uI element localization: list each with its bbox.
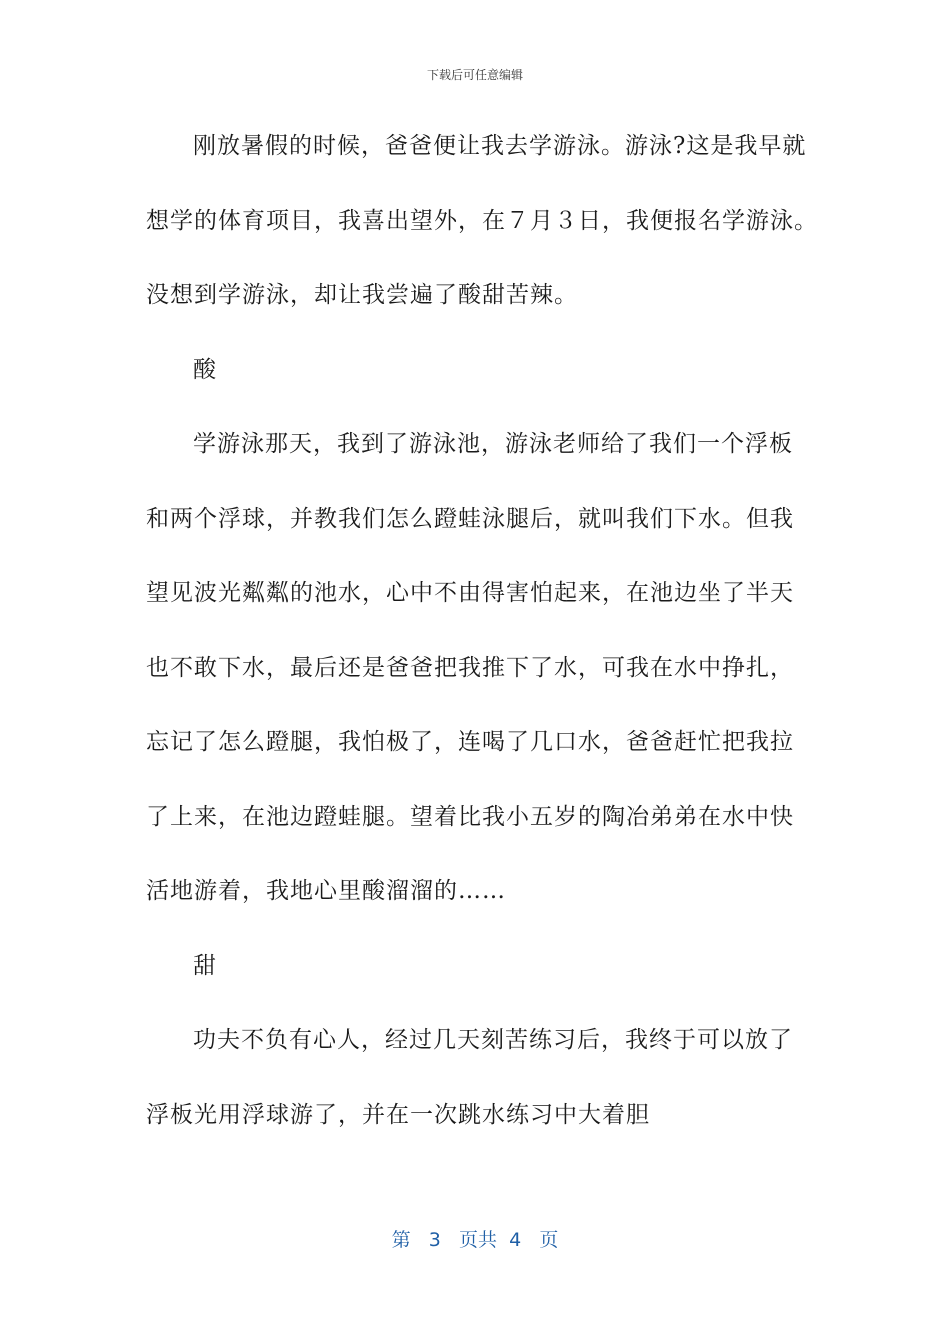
- page-label-mid: 页共: [459, 1229, 498, 1251]
- page-label-prefix: 第: [391, 1229, 411, 1251]
- paragraph-line: 也不敢下水，最后还是爸爸把我推下了水，可我在水中挣扎，: [146, 654, 794, 681]
- paragraph-line: 想学的体育项目，我喜出望外，在７月３日，我便报名学游泳。: [146, 207, 818, 234]
- paragraph-line: 学游泳那天，我到了游泳池，游泳老师给了我们一个浮板: [193, 431, 793, 457]
- paragraph-line: 功夫不负有心人，经过几天刻苦练习后，我终于可以放了: [193, 1027, 793, 1053]
- section-heading-sour: 酸: [193, 356, 217, 383]
- page-label-suffix: 页: [539, 1229, 559, 1251]
- paragraph-line: 浮板光用浮球游了，并在一次跳水练习中大着胆: [146, 1101, 650, 1128]
- section-heading-sweet: 甜: [193, 952, 217, 979]
- paragraph-line: 刚放暑假的时候，爸爸便让我去学游泳。游泳?这是我早就: [193, 133, 807, 159]
- paragraph-line: 忘记了怎么蹬腿，我怕极了，连喝了几口水，爸爸赶忙把我拉: [146, 729, 794, 755]
- page-number-footer: [0, 1225, 950, 1252]
- paragraph-line: 活地游着，我地心里酸溜溜的……: [146, 878, 506, 904]
- header-note: 下载后可任意编辑: [426, 68, 523, 82]
- body-text: [146, 123, 818, 1166]
- total-pages-number: 4: [509, 1229, 522, 1251]
- paragraph-line: 了上来，在池边蹬蛙腿。望着比我小五岁的陶冶弟弟在水中快: [146, 803, 794, 830]
- paragraph-line: 望见波光粼粼的池水，心中不由得害怕起来，在池边坐了半天: [146, 580, 794, 606]
- current-page-number: 3: [428, 1229, 441, 1251]
- paragraph-line: 和两个浮球，并教我们怎么蹬蛙泳腿后，就叫我们下水。但我: [146, 505, 794, 532]
- paragraph-line: 没想到学游泳，却让我尝遍了酸甜苦辣。: [146, 282, 578, 308]
